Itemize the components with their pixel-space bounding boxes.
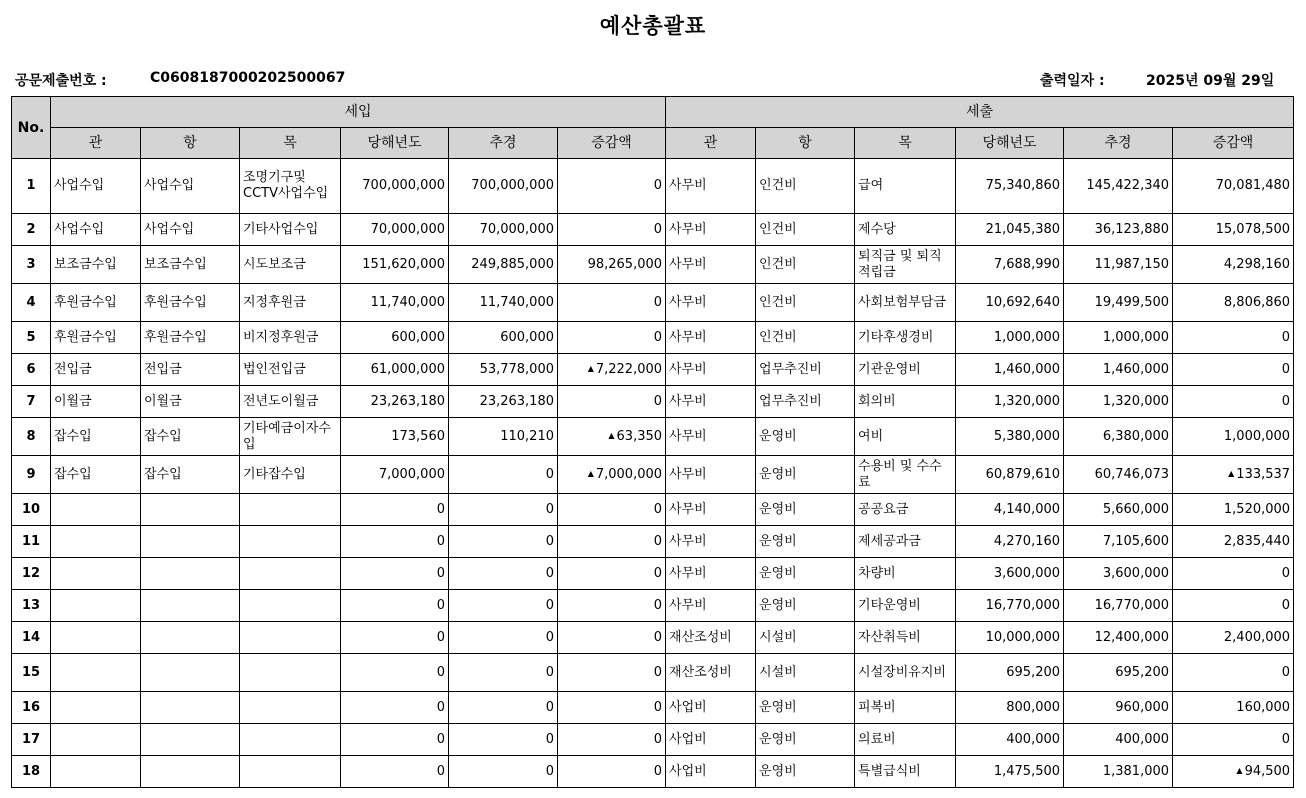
revenue-hang-cell: [141, 724, 240, 756]
expense-change-cell: ▲ 94,500: [1173, 756, 1294, 788]
expense-change-cell: 0: [1173, 386, 1294, 418]
revenue-gwan-cell: 보조금수입: [51, 246, 141, 284]
revenue-hang-cell: [141, 558, 240, 590]
table-row: [12, 159, 1294, 214]
expense-supplementary-cell: 400,000: [1064, 724, 1173, 756]
expense-change-cell: ▲ 133,537: [1173, 456, 1294, 494]
expense-hang-cell: 운영비: [756, 724, 855, 756]
expense-mok-cell: 퇴직금 및 퇴직적립금: [855, 246, 956, 284]
revenue-gwan-cell: 이월금: [51, 386, 141, 418]
revenue-gwan-cell: 전입금: [51, 354, 141, 386]
revenue-gwan-cell: [51, 692, 141, 724]
revenue-change-cell: 0: [558, 622, 666, 654]
expense-gwan-cell: 재산조성비: [666, 622, 756, 654]
expense-hang-cell: 인건비: [756, 284, 855, 322]
revenue-gwan-cell: [51, 724, 141, 756]
table-row: [12, 526, 1294, 558]
expense-gwan-cell: 사무비: [666, 322, 756, 354]
header-revenue: 세입: [51, 97, 666, 128]
revenue-mok-cell: [240, 590, 341, 622]
revenue-gwan-cell: 사업수입: [51, 159, 141, 214]
revenue-hang-cell: 전입금: [141, 354, 240, 386]
revenue-mok-cell: 조명기구및 CCTV사업수입: [240, 159, 341, 214]
revenue-change-cell: 0: [558, 526, 666, 558]
expense-mok-cell: 자산취득비: [855, 622, 956, 654]
expense-hang-cell: 인건비: [756, 246, 855, 284]
revenue-change-cell: ▲ 7,222,000: [558, 354, 666, 386]
revenue-gwan-cell: [51, 756, 141, 788]
expense-gwan-cell: 사무비: [666, 558, 756, 590]
expense-supplementary-cell: 11,987,150: [1064, 246, 1173, 284]
expense-change-cell: 2,835,440: [1173, 526, 1294, 558]
table-row: [12, 284, 1294, 322]
revenue-current-year-cell: 0: [341, 692, 449, 724]
revenue-supplementary-cell: 0: [449, 756, 558, 788]
revenue-mok-cell: 기타사업수입: [240, 214, 341, 246]
expense-gwan-cell: 사무비: [666, 418, 756, 456]
revenue-change-cell: 0: [558, 724, 666, 756]
expense-supplementary-cell: 1,320,000: [1064, 386, 1173, 418]
revenue-mok-cell: 시도보조금: [240, 246, 341, 284]
revenue-mok-cell: [240, 654, 341, 692]
expense-current-year-cell: 60,879,610: [956, 456, 1064, 494]
revenue-hang-cell: [141, 654, 240, 692]
expense-mok-cell: 공공요금: [855, 494, 956, 526]
header-expense-supplementary: 추경: [1064, 128, 1173, 159]
revenue-current-year-cell: 0: [341, 526, 449, 558]
expense-gwan-cell: 사무비: [666, 214, 756, 246]
revenue-change-cell: 0: [558, 494, 666, 526]
revenue-current-year-cell: 61,000,000: [341, 354, 449, 386]
revenue-supplementary-cell: 0: [449, 654, 558, 692]
revenue-hang-cell: 잡수입: [141, 456, 240, 494]
revenue-hang-cell: [141, 590, 240, 622]
expense-hang-cell: 운영비: [756, 692, 855, 724]
revenue-supplementary-cell: 600,000: [449, 322, 558, 354]
revenue-gwan-cell: [51, 622, 141, 654]
expense-hang-cell: 시설비: [756, 654, 855, 692]
revenue-hang-cell: 보조금수입: [141, 246, 240, 284]
revenue-mok-cell: [240, 724, 341, 756]
header-revenue-change: 증감액: [558, 128, 666, 159]
table-row: [12, 692, 1294, 724]
expense-gwan-cell: 사무비: [666, 386, 756, 418]
revenue-current-year-cell: 7,000,000: [341, 456, 449, 494]
revenue-gwan-cell: [51, 654, 141, 692]
expense-change-cell: 0: [1173, 354, 1294, 386]
header-revenue-current-year: 당해년도: [341, 128, 449, 159]
expense-supplementary-cell: 16,770,000: [1064, 590, 1173, 622]
expense-change-cell: 0: [1173, 558, 1294, 590]
expense-change-cell: 0: [1173, 590, 1294, 622]
expense-current-year-cell: 3,600,000: [956, 558, 1064, 590]
expense-current-year-cell: 4,140,000: [956, 494, 1064, 526]
expense-hang-cell: 인건비: [756, 159, 855, 214]
expense-change-cell: 8,806,860: [1173, 284, 1294, 322]
revenue-supplementary-cell: 70,000,000: [449, 214, 558, 246]
expense-gwan-cell: 사무비: [666, 354, 756, 386]
revenue-supplementary-cell: 0: [449, 526, 558, 558]
row-number: 17: [12, 724, 51, 756]
table-row: [12, 590, 1294, 622]
revenue-current-year-cell: 0: [341, 590, 449, 622]
header-revenue-hang: 항: [141, 128, 240, 159]
expense-change-cell: 2,400,000: [1173, 622, 1294, 654]
expense-mok-cell: 제수당: [855, 214, 956, 246]
revenue-mok-cell: [240, 622, 341, 654]
table-row: [12, 456, 1294, 494]
revenue-current-year-cell: 600,000: [341, 322, 449, 354]
revenue-current-year-cell: 0: [341, 724, 449, 756]
revenue-change-cell: 98,265,000: [558, 246, 666, 284]
expense-gwan-cell: 사무비: [666, 494, 756, 526]
row-number: 3: [12, 246, 51, 284]
table-row: [12, 756, 1294, 788]
revenue-change-cell: 0: [558, 284, 666, 322]
expense-supplementary-cell: 36,123,880: [1064, 214, 1173, 246]
expense-mok-cell: 급여: [855, 159, 956, 214]
revenue-mok-cell: [240, 526, 341, 558]
revenue-hang-cell: 이월금: [141, 386, 240, 418]
expense-mok-cell: 기관운영비: [855, 354, 956, 386]
doc-number-value: C0608187000202500067: [150, 70, 346, 86]
revenue-mok-cell: [240, 558, 341, 590]
revenue-hang-cell: [141, 494, 240, 526]
revenue-current-year-cell: 23,263,180: [341, 386, 449, 418]
revenue-mok-cell: 전년도이월금: [240, 386, 341, 418]
revenue-mok-cell: 비지정후원금: [240, 322, 341, 354]
expense-supplementary-cell: 7,105,600: [1064, 526, 1173, 558]
expense-supplementary-cell: 1,460,000: [1064, 354, 1173, 386]
revenue-hang-cell: 사업수입: [141, 159, 240, 214]
revenue-change-cell: 0: [558, 756, 666, 788]
revenue-supplementary-cell: 700,000,000: [449, 159, 558, 214]
row-number: 11: [12, 526, 51, 558]
expense-hang-cell: 인건비: [756, 214, 855, 246]
header-expense-gwan: 관: [666, 128, 756, 159]
row-number: 1: [12, 159, 51, 214]
row-number: 10: [12, 494, 51, 526]
expense-mok-cell: 차량비: [855, 558, 956, 590]
revenue-current-year-cell: 0: [341, 654, 449, 692]
expense-change-cell: 4,298,160: [1173, 246, 1294, 284]
revenue-supplementary-cell: 11,740,000: [449, 284, 558, 322]
revenue-current-year-cell: 0: [341, 558, 449, 590]
expense-hang-cell: 인건비: [756, 322, 855, 354]
expense-change-cell: 70,081,480: [1173, 159, 1294, 214]
expense-change-cell: 0: [1173, 654, 1294, 692]
revenue-mok-cell: 법인전입금: [240, 354, 341, 386]
revenue-gwan-cell: 잡수입: [51, 418, 141, 456]
expense-current-year-cell: 7,688,990: [956, 246, 1064, 284]
table-row: [12, 654, 1294, 692]
expense-mok-cell: 회의비: [855, 386, 956, 418]
expense-hang-cell: 업무추진비: [756, 354, 855, 386]
expense-mok-cell: 시설장비유지비: [855, 654, 956, 692]
expense-current-year-cell: 5,380,000: [956, 418, 1064, 456]
revenue-current-year-cell: 70,000,000: [341, 214, 449, 246]
expense-current-year-cell: 16,770,000: [956, 590, 1064, 622]
expense-hang-cell: 운영비: [756, 456, 855, 494]
budget-summary-table: [11, 96, 1294, 788]
revenue-change-cell: 0: [558, 386, 666, 418]
revenue-current-year-cell: 700,000,000: [341, 159, 449, 214]
expense-current-year-cell: 10,692,640: [956, 284, 1064, 322]
expense-change-cell: 15,078,500: [1173, 214, 1294, 246]
expense-supplementary-cell: 1,381,000: [1064, 756, 1173, 788]
table-row: [12, 386, 1294, 418]
expense-current-year-cell: 800,000: [956, 692, 1064, 724]
revenue-change-cell: 0: [558, 654, 666, 692]
revenue-mok-cell: [240, 692, 341, 724]
expense-change-cell: 160,000: [1173, 692, 1294, 724]
revenue-change-cell: 0: [558, 590, 666, 622]
row-number: 14: [12, 622, 51, 654]
revenue-hang-cell: [141, 526, 240, 558]
row-number: 5: [12, 322, 51, 354]
expense-current-year-cell: 75,340,860: [956, 159, 1064, 214]
revenue-supplementary-cell: 23,263,180: [449, 386, 558, 418]
revenue-change-cell: ▲ 63,350: [558, 418, 666, 456]
header-revenue-gwan: 관: [51, 128, 141, 159]
revenue-gwan-cell: 잡수입: [51, 456, 141, 494]
expense-supplementary-cell: 5,660,000: [1064, 494, 1173, 526]
expense-gwan-cell: 재산조성비: [666, 654, 756, 692]
row-number: 13: [12, 590, 51, 622]
revenue-current-year-cell: 0: [341, 622, 449, 654]
expense-mok-cell: 사회보험부담금: [855, 284, 956, 322]
revenue-hang-cell: [141, 622, 240, 654]
row-number: 4: [12, 284, 51, 322]
revenue-hang-cell: [141, 692, 240, 724]
revenue-current-year-cell: 0: [341, 756, 449, 788]
expense-supplementary-cell: 1,000,000: [1064, 322, 1173, 354]
expense-current-year-cell: 10,000,000: [956, 622, 1064, 654]
expense-current-year-cell: 1,320,000: [956, 386, 1064, 418]
header-expense-change: 증감액: [1173, 128, 1294, 159]
row-number: 15: [12, 654, 51, 692]
expense-change-cell: 1,000,000: [1173, 418, 1294, 456]
revenue-gwan-cell: 후원금수입: [51, 284, 141, 322]
row-number: 12: [12, 558, 51, 590]
revenue-current-year-cell: 0: [341, 494, 449, 526]
expense-hang-cell: 운영비: [756, 558, 855, 590]
header-expense-hang: 항: [756, 128, 855, 159]
revenue-hang-cell: 잡수입: [141, 418, 240, 456]
expense-change-cell: 1,520,000: [1173, 494, 1294, 526]
revenue-change-cell: 0: [558, 214, 666, 246]
expense-mok-cell: 수용비 및 수수료: [855, 456, 956, 494]
expense-supplementary-cell: 3,600,000: [1064, 558, 1173, 590]
revenue-hang-cell: [141, 756, 240, 788]
revenue-supplementary-cell: 0: [449, 590, 558, 622]
revenue-change-cell: 0: [558, 558, 666, 590]
row-number: 2: [12, 214, 51, 246]
table-row: [12, 494, 1294, 526]
expense-hang-cell: 운영비: [756, 756, 855, 788]
expense-hang-cell: 운영비: [756, 526, 855, 558]
expense-change-cell: 0: [1173, 322, 1294, 354]
table-row: [12, 354, 1294, 386]
expense-gwan-cell: 사무비: [666, 159, 756, 214]
header-expense-current-year: 당해년도: [956, 128, 1064, 159]
revenue-supplementary-cell: 0: [449, 456, 558, 494]
revenue-gwan-cell: [51, 590, 141, 622]
expense-current-year-cell: 1,460,000: [956, 354, 1064, 386]
table-row: [12, 246, 1294, 284]
revenue-supplementary-cell: 0: [449, 494, 558, 526]
expense-mok-cell: 여비: [855, 418, 956, 456]
row-number: 8: [12, 418, 51, 456]
print-date-value: 2025년 09월 29일: [1146, 73, 1275, 89]
expense-current-year-cell: 1,000,000: [956, 322, 1064, 354]
revenue-hang-cell: 사업수입: [141, 214, 240, 246]
expense-supplementary-cell: 60,746,073: [1064, 456, 1173, 494]
row-number: 6: [12, 354, 51, 386]
expense-gwan-cell: 사업비: [666, 756, 756, 788]
revenue-current-year-cell: 11,740,000: [341, 284, 449, 322]
revenue-supplementary-cell: 249,885,000: [449, 246, 558, 284]
revenue-change-cell: 0: [558, 322, 666, 354]
expense-gwan-cell: 사무비: [666, 456, 756, 494]
revenue-current-year-cell: 151,620,000: [341, 246, 449, 284]
table-row: [12, 558, 1294, 590]
revenue-change-cell: 0: [558, 159, 666, 214]
header-expense: 세출: [666, 97, 1294, 128]
revenue-supplementary-cell: 0: [449, 692, 558, 724]
expense-mok-cell: 제세공과금: [855, 526, 956, 558]
expense-current-year-cell: 21,045,380: [956, 214, 1064, 246]
expense-current-year-cell: 400,000: [956, 724, 1064, 756]
revenue-supplementary-cell: 0: [449, 558, 558, 590]
revenue-supplementary-cell: 0: [449, 724, 558, 756]
revenue-change-cell: 0: [558, 692, 666, 724]
revenue-gwan-cell: [51, 558, 141, 590]
expense-hang-cell: 운영비: [756, 494, 855, 526]
revenue-mok-cell: [240, 494, 341, 526]
revenue-hang-cell: 후원금수입: [141, 284, 240, 322]
expense-current-year-cell: 695,200: [956, 654, 1064, 692]
revenue-mok-cell: [240, 756, 341, 788]
row-number: 18: [12, 756, 51, 788]
expense-hang-cell: 시설비: [756, 622, 855, 654]
revenue-supplementary-cell: 0: [449, 622, 558, 654]
expense-change-cell: 0: [1173, 724, 1294, 756]
revenue-supplementary-cell: 110,210: [449, 418, 558, 456]
expense-gwan-cell: 사업비: [666, 724, 756, 756]
header-expense-mok: 목: [855, 128, 956, 159]
table-row: [12, 214, 1294, 246]
header-revenue-mok: 목: [240, 128, 341, 159]
expense-mok-cell: 의료비: [855, 724, 956, 756]
revenue-gwan-cell: 사업수입: [51, 214, 141, 246]
expense-gwan-cell: 사무비: [666, 246, 756, 284]
revenue-mok-cell: 기타잡수입: [240, 456, 341, 494]
table-row: [12, 622, 1294, 654]
expense-supplementary-cell: 19,499,500: [1064, 284, 1173, 322]
revenue-gwan-cell: 후원금수입: [51, 322, 141, 354]
table-row: [12, 724, 1294, 756]
revenue-hang-cell: 후원금수입: [141, 322, 240, 354]
header-revenue-supplementary: 추경: [449, 128, 558, 159]
expense-gwan-cell: 사무비: [666, 284, 756, 322]
revenue-gwan-cell: [51, 526, 141, 558]
expense-hang-cell: 운영비: [756, 418, 855, 456]
row-number: 7: [12, 386, 51, 418]
revenue-supplementary-cell: 53,778,000: [449, 354, 558, 386]
expense-gwan-cell: 사업비: [666, 692, 756, 724]
expense-mok-cell: 기타운영비: [855, 590, 956, 622]
expense-current-year-cell: 4,270,160: [956, 526, 1064, 558]
doc-number-label: 공문제출번호 :: [15, 73, 107, 89]
table-row: [12, 322, 1294, 354]
expense-gwan-cell: 사무비: [666, 590, 756, 622]
revenue-mok-cell: 지정후원금: [240, 284, 341, 322]
expense-hang-cell: 업무추진비: [756, 386, 855, 418]
expense-mok-cell: 특별급식비: [855, 756, 956, 788]
table-row: [12, 418, 1294, 456]
expense-supplementary-cell: 960,000: [1064, 692, 1173, 724]
row-number: 16: [12, 692, 51, 724]
expense-current-year-cell: 1,475,500: [956, 756, 1064, 788]
revenue-gwan-cell: [51, 494, 141, 526]
expense-supplementary-cell: 12,400,000: [1064, 622, 1173, 654]
revenue-current-year-cell: 173,560: [341, 418, 449, 456]
expense-hang-cell: 운영비: [756, 590, 855, 622]
print-date-label: 출력일자 :: [1040, 73, 1105, 89]
revenue-mok-cell: 기타예금이자수입: [240, 418, 341, 456]
expense-mok-cell: 기타후생경비: [855, 322, 956, 354]
page-title: 예산총괄표: [599, 14, 707, 38]
expense-supplementary-cell: 145,422,340: [1064, 159, 1173, 214]
expense-supplementary-cell: 6,380,000: [1064, 418, 1173, 456]
revenue-change-cell: ▲ 7,000,000: [558, 456, 666, 494]
row-number: 9: [12, 456, 51, 494]
expense-mok-cell: 피복비: [855, 692, 956, 724]
expense-supplementary-cell: 695,200: [1064, 654, 1173, 692]
expense-gwan-cell: 사무비: [666, 526, 756, 558]
header-no: No.: [12, 97, 51, 159]
